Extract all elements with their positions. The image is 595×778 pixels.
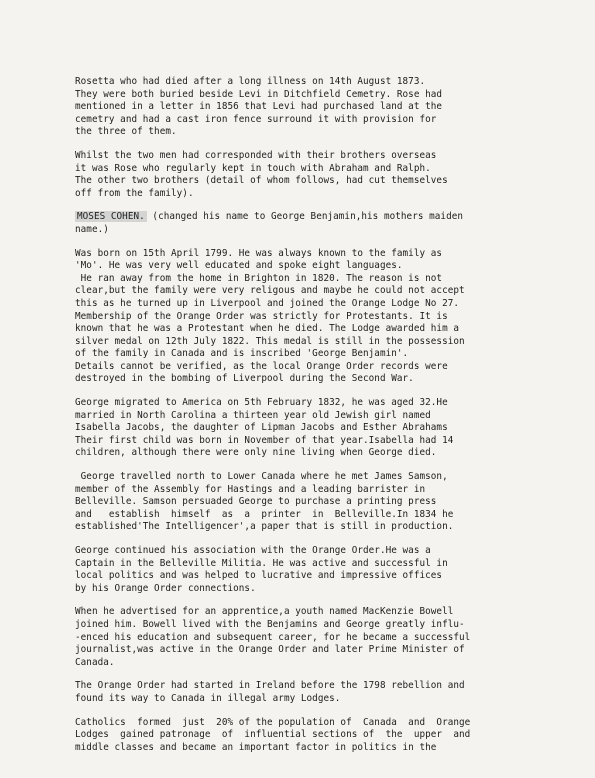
text-line: known that he was a Protestant when he died. The Lodge awarded him a bbox=[75, 323, 460, 335]
heading-note: (changed his name to George Benjamin,his mothers maiden bbox=[146, 211, 464, 223]
text-line: local politics and was helped to lucrative and impressive offices bbox=[75, 570, 443, 582]
highlighted-name: MOSES COHEN. bbox=[77, 211, 145, 223]
text-line: silver medal on 12th July 1822. This medal is still in the possession bbox=[75, 335, 465, 347]
text-line: Belleville. Samson persuaded George to purchase a printing press bbox=[75, 496, 437, 508]
text-line: Was born on 15th April 1799. He was always known to the family as bbox=[75, 247, 443, 259]
text-line: Rosetta who had died after a long illness on 14th August 1873. bbox=[75, 76, 426, 87]
text-line: Catholics formed just 20% of the population of Canada and Orange bbox=[75, 716, 471, 728]
text-line: Details cannot be verified, as the local Orange Order records were bbox=[75, 360, 448, 372]
text-line: and establish himself as a printer in Belleville.In 1834 he bbox=[75, 508, 454, 520]
text-line: by his Orange Order connections. bbox=[75, 582, 256, 594]
text-line: children, although there were only nine living when George died. bbox=[75, 447, 437, 459]
text-line: it was Rose who regularly kept in touch with Abraham and Ralph. bbox=[75, 162, 431, 174]
text-line: this as he turned up in Liverpool and joined the Orange Lodge No 27. bbox=[75, 297, 460, 309]
text-line: He ran away from the home in Brighton in 1820. The reason is not bbox=[75, 272, 443, 284]
paragraph-early-life bbox=[75, 248, 559, 387]
paragraph-burial bbox=[75, 76, 559, 139]
text-line: cemetry and had a cast iron fence surround it with provision for bbox=[75, 113, 437, 125]
section-heading-moses-cohen bbox=[75, 211, 559, 236]
text-line: 'Mo'. He was very well educated and spoke eight languages. bbox=[75, 260, 403, 272]
text-line: member of the Assembly for Hastings and a leading barrister in bbox=[75, 483, 426, 495]
paragraph-apprentice bbox=[75, 606, 559, 669]
paragraph-belleville bbox=[75, 471, 559, 534]
heading-line bbox=[75, 211, 559, 224]
paragraph-correspondence bbox=[75, 150, 559, 200]
paragraph-catholics bbox=[75, 717, 559, 755]
text-line: mentioned in a letter in 1856 that Levi had purchased land at the bbox=[75, 101, 443, 113]
text-line: clear,but the family were very religous and maybe he could not accept bbox=[75, 285, 465, 297]
text-line: The Orange Order had started in Ireland before the 1798 rebellion and bbox=[75, 680, 465, 692]
text-line: found its way to Canada in illegal army Lodges. bbox=[75, 692, 341, 704]
text-line: Isabella Jacobs, the daughter of Lipman Jacobs and Esther Abrahams bbox=[75, 422, 448, 434]
text-line: middle classes and became an important factor in politics in the bbox=[75, 741, 437, 753]
text-line: Canada. bbox=[75, 656, 115, 668]
text-line: Membership of the Orange Order was strictly for Protestants. It is bbox=[75, 310, 448, 322]
text-line: George migrated to America on 5th February 1832, he was aged 32.He bbox=[75, 397, 448, 409]
text-line: Lodges gained patronage of influential sections of the upper and bbox=[75, 729, 471, 741]
text-line: Whilst the two men had corresponded with their brothers overseas bbox=[75, 149, 437, 161]
text-line: destroyed in the bombing of Liverpool during the Second War. bbox=[75, 373, 414, 385]
text-line: married in North Carolina a thirteen year old Jewish girl named bbox=[75, 409, 431, 421]
text-line: Their first child was born in November of that year.Isabella had 14 bbox=[75, 434, 454, 446]
text-line: They were both buried beside Levi in Ditchfield Cemetry. Rose had bbox=[75, 88, 443, 100]
text-line: -enced his education and subsequent career, for he became a successful bbox=[75, 631, 471, 643]
heading-line: name.) bbox=[75, 223, 109, 235]
text-line: The other two brothers (detail of whom follows, had cut themselves bbox=[75, 175, 448, 187]
paragraph-migration bbox=[75, 397, 559, 460]
text-line: George travelled north to Lower Canada where he met James Samson, bbox=[75, 471, 448, 483]
text-line: of the family in Canada and is inscribed 'George Benjamin'. bbox=[75, 348, 409, 360]
paragraph-orange-history bbox=[75, 680, 559, 705]
text-line: George continued his association with the Orange Order.He was a bbox=[75, 545, 431, 556]
text-line: Captain in the Belleville Militia. He was active and successful in bbox=[75, 557, 448, 569]
text-line: established'The Intelligencer',a paper that is still in production. bbox=[75, 521, 454, 533]
text-line: When he advertised for an apprentice,a youth named MacKenzie Bowell bbox=[75, 606, 454, 618]
text-line: off from the family). bbox=[75, 187, 194, 199]
text-line: the three of them. bbox=[75, 126, 177, 138]
paragraph-orange-order bbox=[75, 545, 559, 595]
text-line: journalist,was active in the Orange Order and later Prime Minister of bbox=[75, 644, 465, 656]
text-line: joined him. Bowell lived with the Benjamins and George greatly influ- bbox=[75, 618, 465, 630]
